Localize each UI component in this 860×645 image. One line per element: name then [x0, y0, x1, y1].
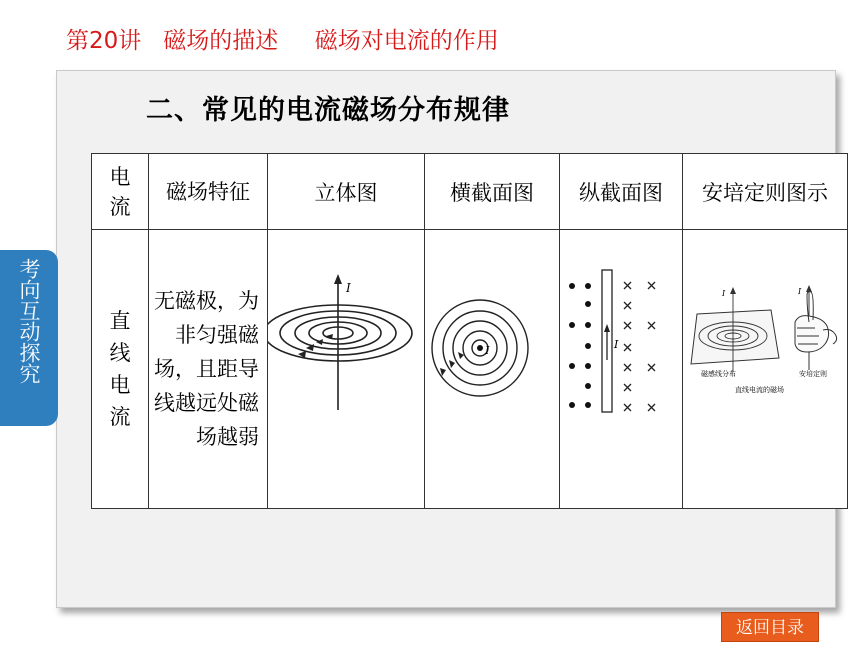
cross-section-figure [425, 230, 559, 503]
side-tab-label: 考向互动探究 [17, 258, 41, 384]
header-current: 电流 [92, 154, 149, 230]
figure-longitudinal-cell [560, 230, 683, 509]
figure-cross-section-cell [425, 230, 560, 509]
ampere-current-label: I [722, 289, 726, 298]
table-header-row [92, 154, 848, 230]
ampere-rule-caption: 安培定则 [799, 370, 827, 378]
figure-3d-cell [268, 230, 425, 509]
3d-field-figure [268, 230, 424, 503]
figure-ampere-rule-cell [683, 230, 848, 509]
lecture-title: 第20讲 磁场的描述 磁场对电流的作用 [66, 28, 499, 54]
header-cross-section: 横截面图 [425, 154, 560, 230]
feature-cell: 无磁极，为非匀强磁场，且距导线越远处磁场越弱 [149, 230, 268, 509]
magnetic-field-table [91, 153, 848, 509]
current-type-cell: 直线电流 [92, 230, 149, 509]
ampere-hand-current-label: I [798, 287, 802, 296]
header-3d: 立体图 [268, 154, 425, 230]
ampere-rule-figure [683, 230, 847, 503]
table-row [92, 230, 848, 509]
field-line-caption: 磁感线分布 [701, 370, 736, 378]
header-ampere-rule: 安培定则图示 [683, 154, 848, 230]
longitudinal-section-figure [560, 230, 682, 503]
header-feature: 磁场特征 [149, 154, 268, 230]
side-tab-interactive-inquiry[interactable] [0, 250, 58, 426]
back-to-contents-button[interactable]: 返回目录 [721, 612, 819, 642]
cross-current-label: I [485, 344, 490, 357]
straight-current-caption: 直线电流的磁场 [735, 386, 784, 394]
current-label: I [346, 281, 351, 295]
section-title: 二、常见的电流磁场分布规律 [146, 95, 510, 126]
header-longitudinal: 纵截面图 [560, 154, 683, 230]
longitudinal-current-label: I [614, 338, 619, 351]
